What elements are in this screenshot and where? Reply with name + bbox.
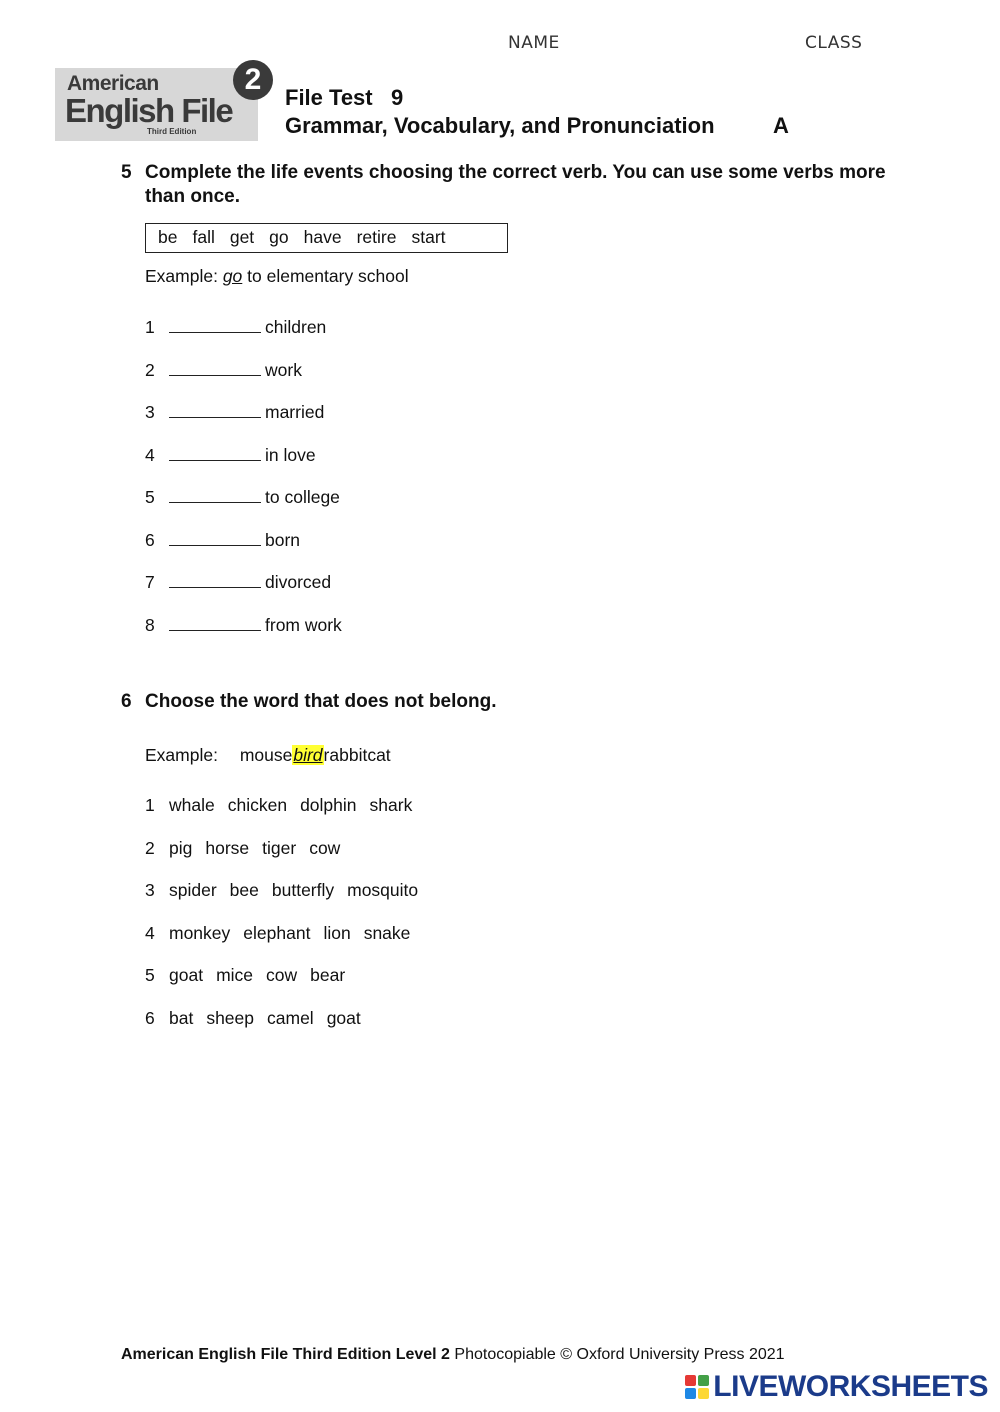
q6-example-word: mouse [239,745,293,765]
logo-square [698,1375,709,1386]
q5-item [145,401,324,423]
q6-item [145,880,431,901]
q5-answer-blank[interactable] [169,401,261,418]
test-version: A [773,113,789,138]
q5-answer-blank[interactable] [169,571,261,588]
q5-answer-blank[interactable] [169,486,261,503]
footer-rest: Photocopiable © Oxford University Press 2021 [454,1346,785,1363]
word-bank-item: get [229,227,255,247]
q5-item-number: 2 [145,359,155,380]
q6-example [145,745,391,766]
q5-answer-blank[interactable] [169,614,261,631]
q6-word-option[interactable]: chicken [227,795,288,815]
q6-example-prefix: Example: [145,745,218,765]
q6-word-option[interactable]: goat [326,1007,361,1028]
q5-item [145,316,326,338]
q6-word-option[interactable]: monkey [169,922,231,943]
name-label: NAME [508,33,560,53]
logo-line1: American [67,72,159,95]
q5-item-text: to college [265,487,340,507]
logo-square [698,1388,709,1399]
word-bank-item: fall [192,227,215,247]
q5-answer-blank[interactable] [169,359,261,376]
q6-item-number: 2 [145,837,155,858]
q5-item-text: divorced [265,572,332,592]
q6-word-option[interactable]: cow [266,965,298,985]
q5-item-number: 4 [145,444,155,465]
q6-item [145,838,353,859]
q5-item-text: born [265,529,301,550]
q6-word-option[interactable]: spider [169,880,217,900]
q5-number: 5 [121,162,132,183]
q6-item [145,1008,374,1029]
q6-word-option[interactable]: mosquito [347,880,419,900]
q6-word-option[interactable]: lion [323,922,351,943]
q6-item [145,965,358,986]
q6-example-word: cat [367,745,391,765]
q5-item-number: 1 [145,317,155,337]
q6-word-option[interactable]: snake [363,922,411,943]
q5-example-prefix: Example: [145,266,218,286]
q6-example-answer: bird [293,745,323,765]
liveworksheets-text: LIVEWORKSHEETS [713,1370,988,1403]
q6-word-option[interactable]: tiger [262,837,297,858]
file-test-title: File Test 9 [285,85,404,110]
q5-item-number: 5 [145,487,155,507]
word-bank-item: go [269,227,289,247]
logo-square [685,1388,696,1399]
liveworksheets-logo-icon [685,1375,709,1399]
q6-word-option[interactable]: camel [267,1007,314,1028]
q6-item [145,923,423,944]
q5-item-number: 7 [145,572,155,592]
q6-number: 6 [121,691,132,712]
q5-item [145,571,331,593]
q6-item [145,795,425,816]
q6-word-option[interactable]: bat [169,1007,194,1028]
q5-item [145,486,340,508]
class-label: CLASS [805,33,863,53]
q5-item-text: from work [265,614,342,635]
q6-item-number: 6 [145,1007,155,1028]
q5-example-verb: go [222,266,243,286]
q5-item [145,529,300,551]
american-english-file-logo [55,63,262,141]
q5-item-text: work [265,359,302,380]
q6-word-option[interactable]: goat [169,965,204,985]
q6-item-number: 3 [145,880,155,900]
logo-line2: English File [65,92,233,129]
q5-item-number: 3 [145,402,155,422]
q5-word-bank [145,223,508,253]
q5-example [145,266,409,287]
q6-word-option[interactable]: horse [205,837,250,858]
q5-item [145,359,302,381]
liveworksheets-watermark[interactable] [685,1370,988,1404]
q6-word-option[interactable]: elephant [243,922,311,943]
logo-edition: Third Edition [147,127,197,136]
q5-item-text: in love [265,444,316,465]
word-bank-item: be [158,227,178,247]
test-subtitle: Grammar, Vocabulary, and Pronunciation [285,113,715,138]
q5-item-text: children [265,317,327,337]
q6-word-option[interactable]: butterfly [271,880,335,900]
q6-item-number: 1 [145,795,155,815]
q6-word-option[interactable]: sheep [206,1007,255,1028]
footer-bold: American English File Third Edition Level 2 [121,1346,450,1363]
q5-item-number: 8 [145,614,155,635]
logo-level-badge: 2 [233,60,273,100]
q5-item-text: married [265,402,325,422]
q5-answer-blank[interactable] [169,316,261,333]
q5-item-number: 6 [145,529,155,550]
q6-word-option[interactable]: pig [169,837,193,858]
q6-word-option[interactable]: bee [229,880,259,900]
q6-item-number: 4 [145,922,155,943]
q6-word-option[interactable]: dolphin [300,795,357,815]
q6-word-option[interactable]: shark [369,795,413,815]
q5-answer-blank[interactable] [169,529,261,546]
q6-word-option[interactable]: whale [169,795,215,815]
q5-answer-blank[interactable] [169,444,261,461]
q6-example-word: rabbit [323,745,368,765]
q5-instruction: Complete the life events choosing the correct verb. You can use some verbs more than once. [145,162,886,207]
logo-square [685,1375,696,1386]
q6-item-number: 5 [145,965,155,985]
copyright-footer [121,1346,785,1364]
q6-word-option[interactable]: cow [309,837,341,858]
word-bank-item: start [411,227,446,247]
q5-item [145,444,316,466]
q6-word-option[interactable]: bear [310,965,346,985]
word-bank-item: have [303,227,342,247]
q6-instruction: Choose the word that does not belong. [145,691,497,712]
word-bank-item: retire [356,227,397,247]
q5-item [145,614,342,636]
q6-word-option[interactable]: mice [216,965,254,985]
q5-example-rest: to elementary school [247,266,409,286]
